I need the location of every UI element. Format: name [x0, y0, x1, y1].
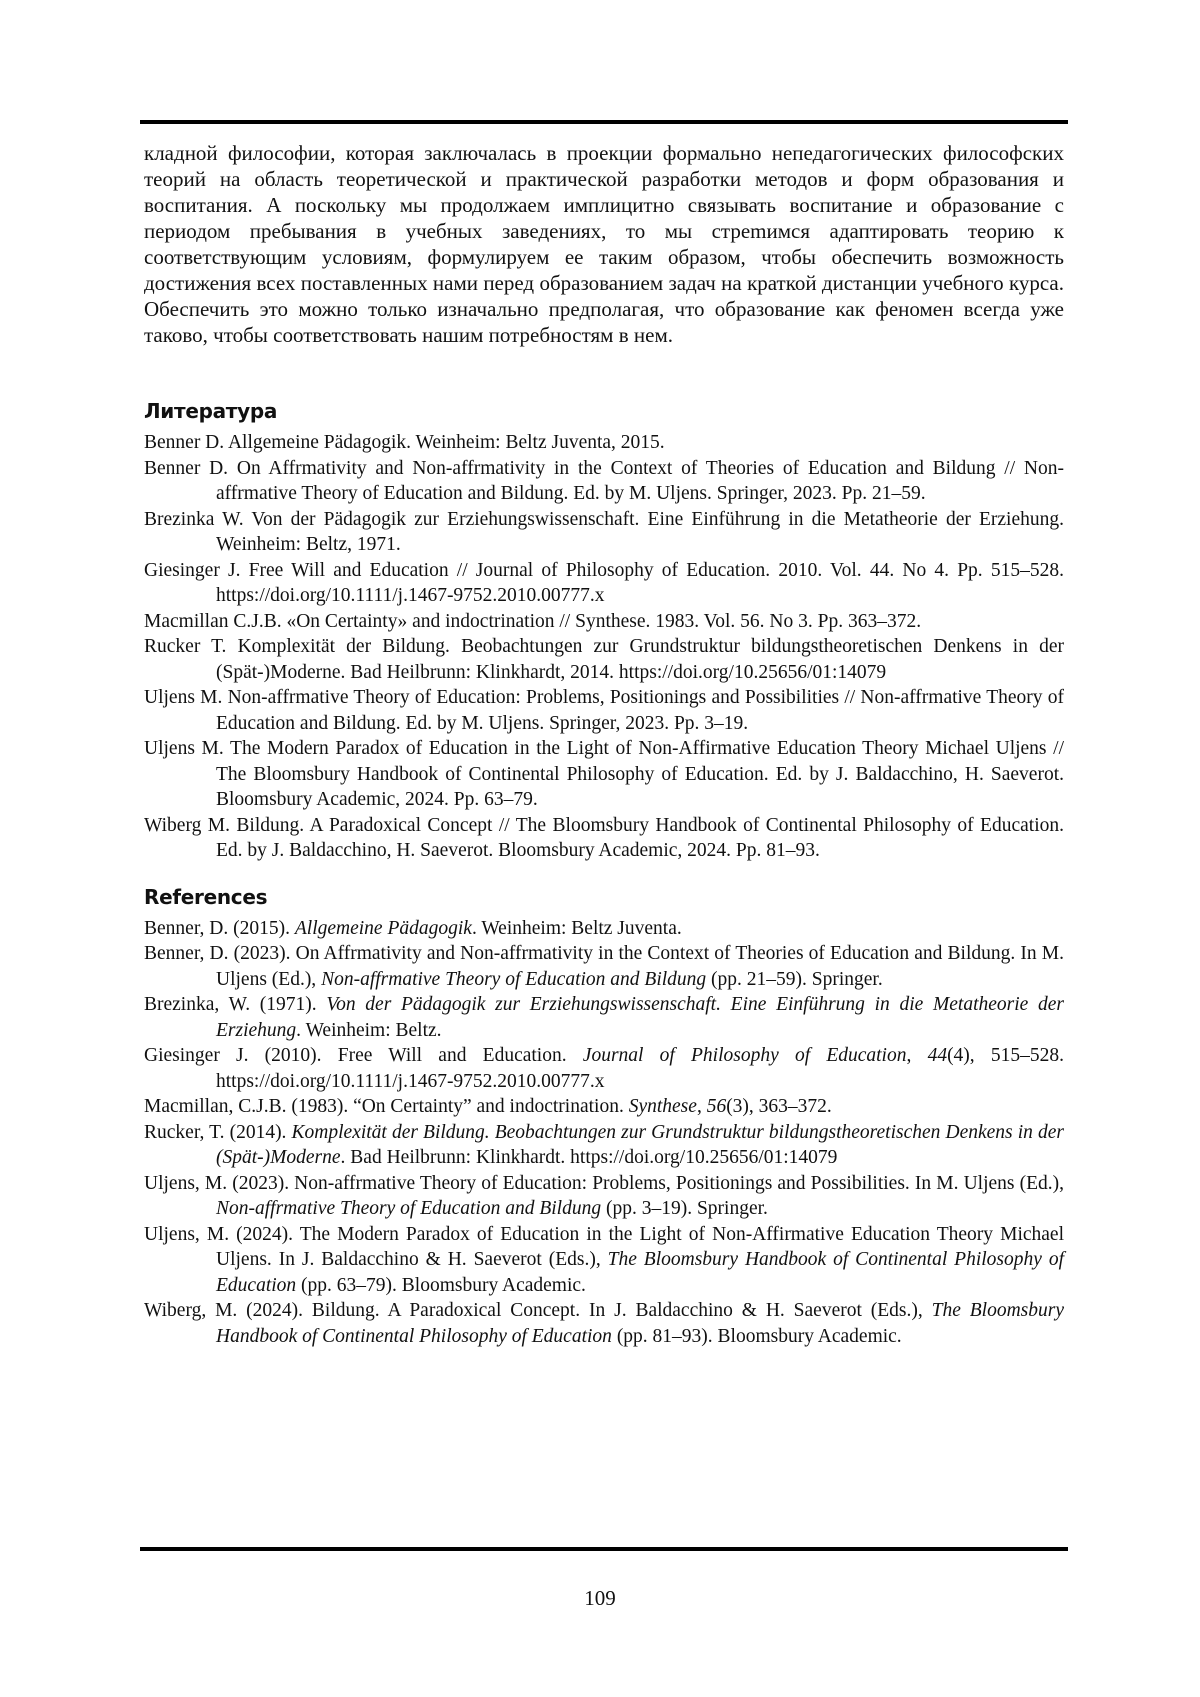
reference-title-italic: 44	[927, 1045, 948, 1066]
reference-text: (pp. 63–79). Bloomsbury Academic.	[296, 1274, 586, 1296]
reference-title-italic: 56	[706, 1096, 727, 1117]
literatura-entry: Rucker T. Komplexität der Bildung. Beobachtungen zur Grundstruktur bildungstheoretischen Denkens in der (Spät-)Moderne. Bad Heilbrunn: Klinkhardt, 2014. https://doi.org/10.25656/01:14079	[144, 636, 1064, 683]
literatura-list	[144, 430, 1064, 864]
reference-title-italic: Allgemeine Pädagogik	[294, 917, 472, 939]
literatura-entry: Uljens M. The Modern Paradox of Education in the Light of Non-Affirmative Education Theory Michael Uljens // The Bloomsbury Handbook of Continental Philosophy of Education. Ed. by J. Baldacchino, H. Saeverot. Bloomsbury Academic, 2024. Pp. 63–79.	[144, 738, 1064, 810]
literatura-heading: Литература	[144, 399, 278, 423]
references-entry	[144, 1171, 1064, 1222]
reference-text: Giesinger J. (2010). Free Will and Education.	[144, 1045, 583, 1066]
reference-text: ,	[906, 1045, 928, 1066]
header-rule	[140, 120, 1068, 124]
reference-text: Benner, D. (2015).	[144, 917, 295, 939]
references-heading: References	[144, 884, 268, 909]
reference-text: . Weinheim: Beltz Juventa.	[471, 917, 682, 939]
reference-title-italic: Komplexität der Bildung. Beobachtungen zur Grundstruktur bildungstheoretischen Denkens in der (Spät-)Moderne	[216, 1121, 1064, 1168]
literatura-entry: Giesinger J. Free Will and Education // Journal of Philosophy of Education. 2010. Vol. 44. No 4. Pp. 515–528. https://doi.org/10.1111/j.1467-9752.2010.00777.x	[144, 559, 1064, 606]
reference-text: (pp. 3–19). Springer.	[601, 1198, 768, 1219]
reference-text: Macmillan, C.J.B. (1983). “On Certainty” and indoctrination.	[144, 1096, 629, 1117]
reference-text: Benner, D. (2023). On Affrmativity and Non-affrmativity in the Context of Theories of Education and Bildung. In M. Uljens (Ed.),	[144, 943, 1064, 990]
reference-title-italic: Von der Pädagogik zur Erziehungswissenschaft. Eine Einführung in die Metatheorie der Erziehung	[216, 994, 1064, 1041]
literatura-entry: Brezinka W. Von der Pädagogik zur Erziehungswissenschaft. Eine Einführung in die Metatheorie der Erziehung. Weinheim: Beltz, 1971.	[144, 508, 1064, 555]
reference-text: ,	[696, 1096, 707, 1117]
literatura-entry: Uljens M. Non-affrmative Theory of Education: Problems, Positionings and Possibilities // Non-affrmative Theory of Education and Bildung. Ed. by M. Uljens. Springer, 2023. Pp. 3–19.	[144, 687, 1064, 734]
reference-title-italic: Non-affrmative Theory of Education and Bildung	[216, 1198, 602, 1219]
reference-text: (3), 363–372.	[726, 1096, 832, 1117]
references-entry	[144, 916, 1064, 942]
references-list	[144, 916, 1064, 1350]
reference-text: Uljens, M. (2024). The Modern Paradox of Education in the Light of Non-Affirmative Education Theory Michael Uljens. In J. Baldacchino & H. Saeverot (Eds.),	[144, 1223, 1064, 1270]
references-entry	[144, 941, 1064, 992]
reference-text: Uljens, M. (2023). Non-affrmative Theory of Education: Problems, Positionings and Possibilities. In M. Uljens (Ed.),	[144, 1172, 1064, 1194]
reference-text: Brezinka, W. (1971).	[144, 994, 327, 1015]
reference-title-italic: Synthese	[628, 1096, 697, 1117]
references-entry	[144, 1120, 1064, 1171]
references-entry	[144, 1298, 1064, 1349]
footer-rule	[140, 1547, 1068, 1551]
body-paragraph: кладной философии, которая заключалась в проекции формально непедагогических философских теорий на область теоретической и практической разработки методов и форм образования и воспитания. А поскольку мы продолжаем имплицитно связывать воспитание и образование с периодом пребывания в учебных заведениях, то мы стреmимся адаптировать теорию к соответствующим условиям, формулируем ее таким образом, чтобы обеспечить возможность достижения всех поставленных нами перед образованием задач на краткой дистанции учебного курса. Обеспечить это можно только изначально предполагая, что образование как феномен всегда уже таково, чтобы соответствовать нашим потребностям в нем.	[144, 141, 1064, 347]
literatura-entry: Benner D. On Affrmativity and Non-affrmativity in the Context of Theories of Education and Bildung // Non-affrmative Theory of Education and Bildung. Ed. by M. Uljens. Springer, 2023. Pp. 21–59.	[144, 457, 1064, 504]
reference-title-italic: Journal of Philosophy of Education	[582, 1045, 907, 1066]
reference-title-italic: The Bloomsbury Handbook of Continental Philosophy of Education	[216, 1249, 1065, 1296]
literatura-entry: Macmillan C.J.B. «On Certainty» and indoctrination // Synthese. 1983. Vol. 56. No 3. Pp. 363–372.	[144, 610, 922, 632]
references-entry	[144, 992, 1064, 1043]
reference-text: (pp. 81–93). Bloomsbury Academic.	[611, 1325, 902, 1347]
reference-text: . Bad Heilbrunn: Klinkhardt. https://doi.org/10.25656/01:14079	[340, 1147, 838, 1168]
references-entry	[144, 1043, 1064, 1094]
literatura-entry: Benner D. Allgemeine Pädagogik. Weinheim: Beltz Juventa, 2015.	[144, 432, 665, 453]
literatura-entry: Wiberg M. Bildung. A Paradoxical Concept // The Bloomsbury Handbook of Continental Philosophy of Education. Ed. by J. Baldacchino, H. Saeverot. Bloomsbury Academic, 2024. Pp. 81–93.	[144, 814, 1064, 861]
references-entry	[144, 1094, 1064, 1120]
reference-title-italic: Non-affrmative Theory of Education and Bildung	[321, 968, 707, 990]
reference-text: . Weinheim: Beltz.	[296, 1019, 442, 1041]
reference-title-italic: The Bloomsbury Handbook of Continental Philosophy of Education	[216, 1300, 1064, 1347]
page-number: 109	[584, 1586, 616, 1610]
reference-text: Rucker, T. (2014).	[144, 1121, 292, 1143]
reference-text: Wiberg, M. (2024). Bildung. A Paradoxical Concept. In J. Baldacchino & H. Saeverot (Eds.),	[144, 1300, 932, 1321]
page-content	[144, 140, 1064, 1349]
reference-text: (4), 515–528. https://doi.org/10.1111/j.1467-9752.2010.00777.x	[216, 1045, 1064, 1092]
references-entry	[144, 1222, 1064, 1299]
reference-text: (pp. 21–59). Springer.	[706, 968, 883, 990]
